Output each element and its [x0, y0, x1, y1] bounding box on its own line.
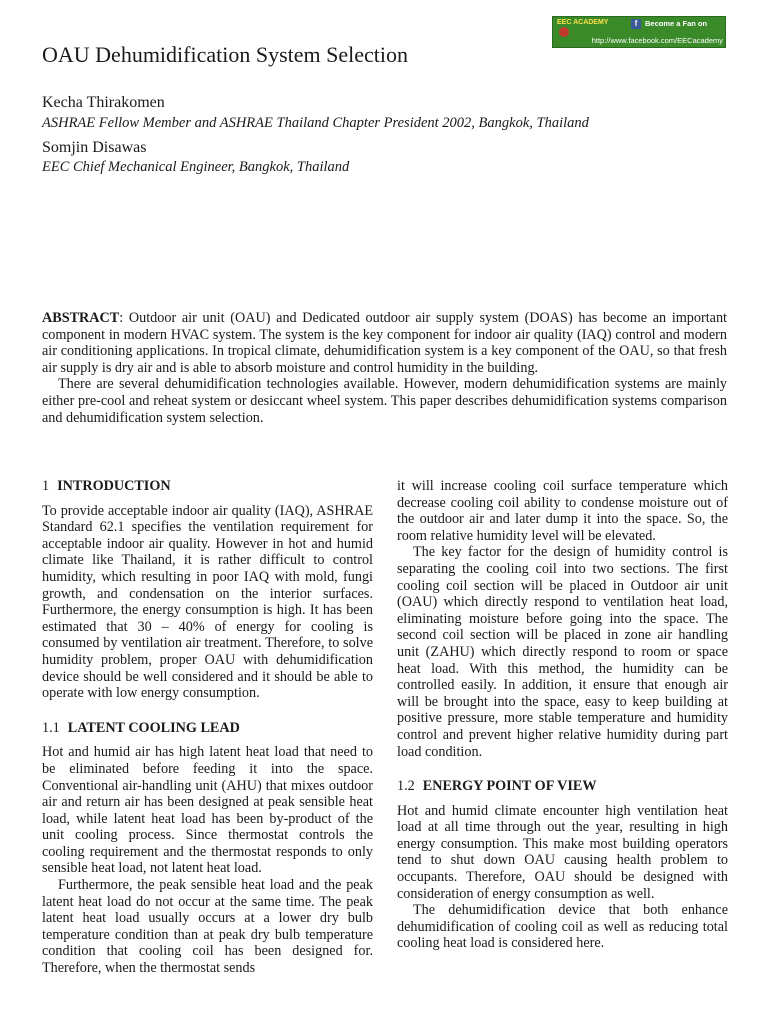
introduction-paragraph: To provide acceptable indoor air quality (IAQ), ASHRAE Standard 62.1 specifies the ventilation requirement for acceptable indoor air quality. However in hot and humid climate like Thailand, it is rather difficult to control humidity, which resulting in poor IAQ with mold, fungi growth, and condensation on the interior surfaces. Furthermore, the energy consumption is high. It has been estimated that 30 – 40% of energy for cooling is consumed by ventilation air treatment. Therefore, to solve humidity problem, proper OAU with dehumidification device should be well considered and it should be able to operate with low energy consumption.	[42, 502, 373, 702]
abstract-paragraph-1: ABSTRACT: Outdoor air unit (OAU) and Dedicated outdoor air supply system (DOAS) has become an important component in modern HVAC system. The system is the key component for indoor air quality (IAQ) control and modern air conditioning applications. In tropical climate, dehumidification system is a key component of the OAU, so that fresh air supply is dry air and is able to absorb moisture and control humidity in the building.	[42, 310, 727, 376]
author-affiliation-1: ASHRAE Fellow Member and ASHRAE Thailand Chapter President 2002, Bangkok, Thailand	[42, 115, 589, 131]
paper-title: OAU Dehumidification System Selection	[42, 42, 408, 67]
energy-paragraph-1: Hot and humid climate encounter high ventilation heat load at all time through out the year, resulting in high energy consumption. This make most building operators tend to shut down OAU causing health problem to occupants. Therefore, OAU should be designed with consideration of energy consumption as well.	[397, 802, 728, 902]
banner-url[interactable]: http://www.facebook.com/EECacademy	[591, 36, 723, 45]
right-column	[397, 478, 728, 952]
latent-paragraph-1: Hot and humid air has high latent heat load that need to be eliminated before feeding it into the space. Conventional air-handling unit (AHU) that mixes outdoor air and return air has been designed at peak sensible heat load, while latent heat load has been by-product of the unit cooling process. Since thermostat controls the cooling requirement and the thermostat responds to only sensible heat load, not latent heat load.	[42, 744, 373, 877]
section-heading-introduction: 1 INTRODUCTION	[42, 478, 171, 494]
section-heading-energy: 1.2 ENERGY POINT OF VIEW	[397, 778, 597, 795]
abstract-paragraph-2: There are several dehumidification technologies available. However, modern dehumidification systems are mainly either pre-cool and reheat system or desiccant wheel system. This paper describes dehumidification systems comparison and dehumidification system selection.	[42, 376, 727, 426]
abstract-label: ABSTRACT	[42, 310, 120, 326]
latent-paragraph-2: Furthermore, the peak sensible heat load and the peak latent heat load do not occur at the same time. The peak latent heat load usually occurs at a lower dry bulb temperature condition than at peak dry bulb temperature condition that cooling coil has been designed for. Therefore, when the thermostat sends	[42, 877, 373, 977]
author-name-1: Kecha Thirakomen	[42, 94, 165, 111]
latent-paragraph-2-continued: it will increase cooling coil surface temperature which decrease cooling coil ability to condense moisture out of the outdoor air and later dump it into the space. So, the room relative humidity level will be elevated.	[397, 478, 728, 544]
abstract	[42, 310, 727, 426]
energy-paragraph-2: The dehumidification device that both enhance dehumidification of cooling coil as well as reducing total cooling heat load is considered here.	[397, 902, 728, 952]
left-column	[42, 478, 373, 977]
banner-fan-text: Become a Fan on	[645, 19, 708, 28]
author-name-2: Somjin Disawas	[42, 139, 147, 156]
author-affiliation-2: EEC Chief Mechanical Engineer, Bangkok, Thailand	[42, 159, 350, 175]
latent-paragraph-3: The key factor for the design of humidity control is separating the cooling coil into two sections. The first cooling coil section will be placed in Outdoor air unit (OAU) which directly respond to ventilation heat load, eliminating moisture before going into the space. The second coil section will be placed in zone air handling unit (ZAHU) which directly respond to room or space heat load. With this method, the humidity can be controlled easily. In addition, it ensure that enough air will be brought into the space, easy to keep building at positive pressure, more stable temperature and humidity control and prevent higher relative humidity during part load condition.	[397, 544, 728, 760]
section-heading-latent-cooling: 1.1 LATENT COOLING LEAD	[42, 719, 240, 736]
facebook-fan-banner[interactable]	[552, 16, 726, 48]
facebook-icon: f	[631, 19, 641, 29]
banner-logo-text: EEC ACADEMY	[557, 19, 609, 26]
